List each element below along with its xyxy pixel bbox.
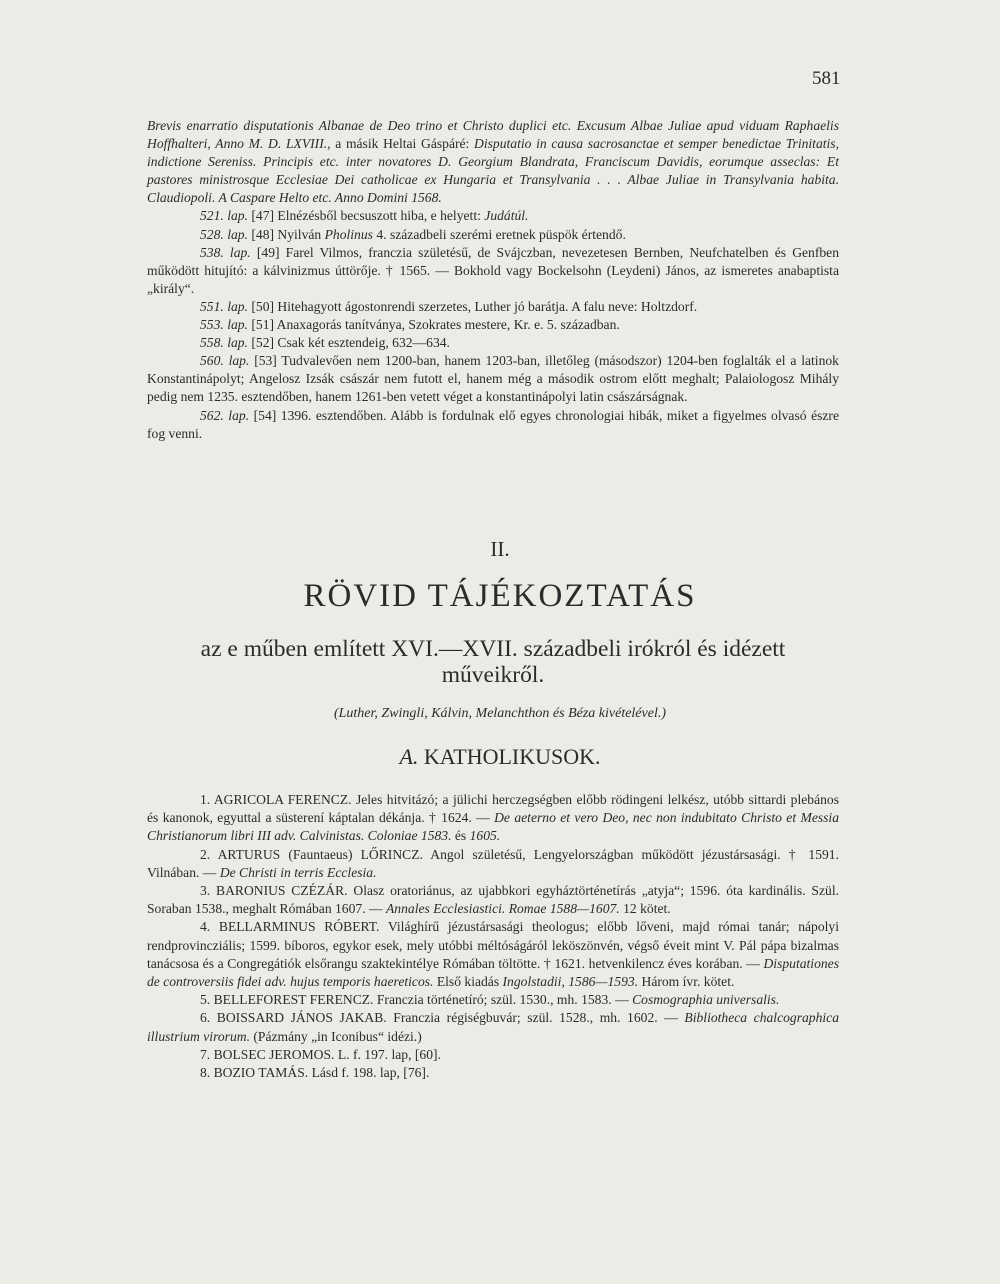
subsection-heading: A. KATHOLIKUSOK. [399, 744, 601, 769]
section-subtitle: az e műben említett XVI.—XVII. századbeli irókról és idézett műveikről. [200, 636, 786, 688]
author-entry: 6. BOISSARD JÁNOS JAKAB. Franczia régiségbuvár; szül. 1528., mh. 1602. — Bibliotheca chalcographica illustrium virorum. (Pázmány „in Iconibus“ idézi.) [147, 1010, 839, 1044]
latin-title: Brevis enarratio disputationis Albanae de Deo trino et Christo duplici etc. Excusum Albae Juliae apud viduam Raphaelis Hoffhalteri, Anno M. D. LXVIII. [147, 118, 839, 152]
author-entry: 3. BARONIUS CZÉZÁR. Olasz oratoriánus, az ujabbkori egyháztörténetírás „atyja“; 1596. óta kardinális. Szül. Soraban 1538., meghalt Rómában 1607. — Annales Ecclesiastici. Romae 1588—1607. 12 kötet. [147, 883, 839, 917]
note-553: 553. lap. [51] Anaxagorás tanítványa, Szokrates mestere, Kr. e. 5. században. [200, 317, 620, 333]
note-558: 558. lap. [52] Csak két esztendeig, 632—634. [200, 335, 450, 351]
author-entry: 1. AGRICOLA FERENCZ. Jeles hitvitázó; a jülichi herczegségben előbb rödingeni lelkész, utóbb sittardi plebános és kanonok, egyuttal a süsterení káptalan dékánja. † 1624. — De aeterno et vero Deo, nec non indubitato Christo et Messia Christianorum libri III adv. Calvinistas. Coloniae 1583. és 1605. [147, 792, 840, 844]
note-562: 562. lap. [54] 1396. esztendőben. Alább is fordulnak elő egyes chronologiai hibák, miket a figyelmes olvasó észre fog venni. [147, 407, 839, 441]
author-entry: 4. BELLARMINUS RÓBERT. Világhírű jézustársasági theologus; előbb lőveni, majd római tanár; nápolyi rendprovincziális; 1599. bíboros, egykor esek, mely utóbbi méltóságáról leköszönvén, végső éveit mint V. Pál pápa bizalmas tanácsosa és a Congregátiók elsőrangu szaktekintélye Rómában töltötte. † 1621. hetvenkilencz éves korában. — Disputationes de controversiis fidei adv. hujus temporis haereticos. Első kiadás Ingolstadii, 1586—1593. Három ívr. kötet. [147, 919, 839, 990]
section-number: II. [490, 537, 510, 561]
section-title: RÖVID TÁJÉKOZTATÁS [303, 578, 697, 614]
note-560: 560. lap. [53] Tudvalevően nem 1200-ban, hanem 1203-ban, illetőleg (másodszor) 1204-ben foglalták el a latinok Konstantinápolyt; Angelosz Izsák császár nem futott el, hanem még a második ostrom előtt meghalt; Palaiologosz Mihály pedig nem 1235. esztendőben, hanem 1261-ben vetett véget a konstantinápolyi latin császárságnak. [147, 353, 839, 405]
note-paragraph: Brevis enarratio disputationis Albanae de Deo trino et Christo duplici etc. Excusum Albae Juliae apud viduam Raphaelis Hoffhalteri, Anno M. D. LXVIII., a másik Heltai Gáspáré: Disputatio in causa sacrosanctae et semper benedictae Trinitatis, indictione Sereniss. Principis etc. inter novatores D. Georgium Blandrata, Franciscum Davidis, eorumque asseclas: Et pastores ministrosque Ecclesiae Dei catholicae ex Hungaria et Transylvania . . . Albae Juliae in Transylvania habita. Claudiopoli. A Caspare Helto etc. Anno Domini 1568. [147, 118, 839, 206]
author-entry: 5. BELLEFOREST FERENCZ. Franczia történetíró; szül. 1530., mh. 1583. — Cosmographia universalis. [200, 992, 780, 1008]
author-entry: 8. BOZIO TAMÁS. Lásd f. 198. lap, [76]. [200, 1065, 430, 1081]
author-list [147, 791, 839, 1082]
note-551: 551. lap. [50] Hitehagyott ágostonrendi szerzetes, Luther jó barátja. A falu neve: Holtzdorf. [200, 298, 698, 314]
note-538: 538. lap. [49] Farel Vilmos, franczia születésű, de Svájczban, nevezetesen Bernben, Neufchatelben és Genfben működött hitujító: a kálvinizmus úttörője. † 1565. — Bokhold vagy Bockelsohn (Leydeni) János, az ismeretes anabaptista „király“. [147, 244, 839, 296]
exclusion-note: (Luther, Zwingli, Kálvin, Melanchthon és Béza kivételével.) [333, 706, 667, 721]
note-528: 528. lap. [48] Nyilván Pholinus 4. századbeli szerémi eretnek püspök értendő. [200, 226, 626, 242]
author-entry: 2. ARTURUS (Fauntaeus) LŐRINCZ. Angol születésű, Lengyelországban működött jézustársasági. † 1591. Vilnában. — De Christi in terris Ecclesia. [147, 846, 839, 880]
page-number: 581 [812, 68, 841, 89]
author-entry: 7. BOLSEC JEROMOS. L. f. 197. lap, [60]. [200, 1046, 441, 1062]
latin-title-2: Disputatio in causa sacrosanctae et semper benedictae Trinitatis, indictione Sereniss. Principis etc. inter novatores D. Georgium Blandrata, Franciscum Davidis, eorumque asseclas: Et pastores ministrosque Ecclesiae Dei catholicae ex Hungaria et Transylvania . . . Albae Juliae in Transylvania habita. Claudiopoli. A Caspare Helto etc. Anno Domini 1568. [147, 136, 839, 206]
notes-block [147, 117, 839, 443]
note-521: 521. lap. [47] Elnézésből becsuszott hiba, e helyett: Judátúl. [200, 208, 529, 224]
